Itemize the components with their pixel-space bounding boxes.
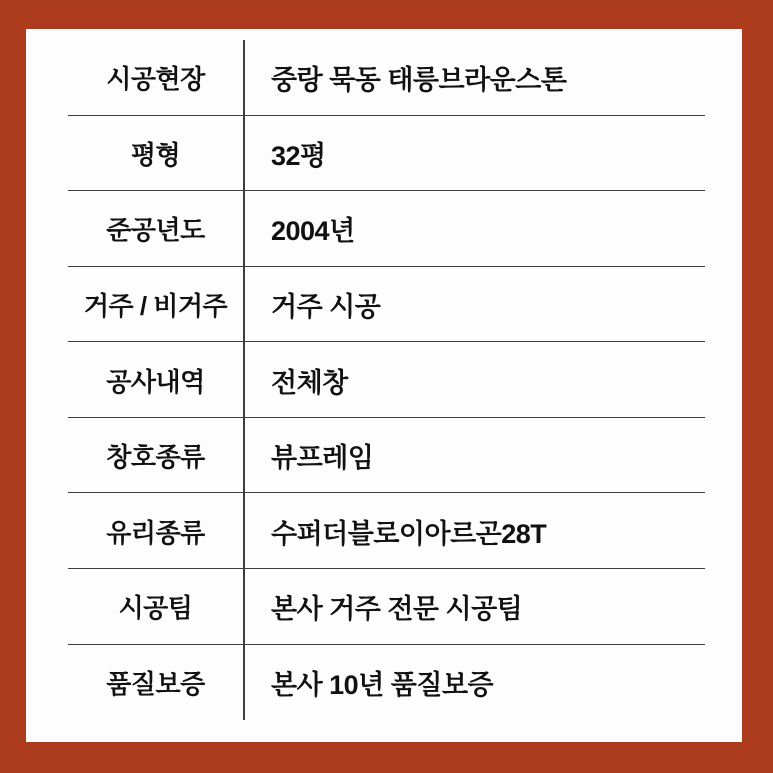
row-label-site: 시공현장 xyxy=(106,64,205,95)
row-value-glass-type: 수퍼더블로이아르곤28T xyxy=(271,518,547,549)
table-row-glass-type xyxy=(26,493,742,569)
row-label-completion-year: 준공년도 xyxy=(106,215,205,246)
table-row-completion-year xyxy=(26,191,742,267)
row-label-occupancy: 거주 / 비거주 xyxy=(83,290,228,321)
row-label-warranty: 품질보증 xyxy=(106,668,205,699)
row-value-work-scope: 전체창 xyxy=(271,367,348,398)
table-row-work-scope xyxy=(26,342,742,418)
row-label-window-type: 창호종류 xyxy=(106,442,205,473)
table-row-window-type xyxy=(26,418,742,494)
row-value-warranty: 본사 10년 품질보증 xyxy=(271,669,494,700)
table-row-occupancy xyxy=(26,267,742,343)
row-label-crew: 시공팀 xyxy=(118,593,193,624)
table-row-crew xyxy=(26,569,742,645)
row-value-completion-year: 2004년 xyxy=(271,216,355,247)
table-row-site xyxy=(26,40,742,116)
spec-table xyxy=(26,40,742,720)
row-label-glass-type: 유리종류 xyxy=(106,517,205,548)
table-row-warranty xyxy=(26,645,742,721)
row-label-work-scope: 공사내역 xyxy=(106,366,205,397)
row-value-crew: 본사 거주 전문 시공팀 xyxy=(271,594,523,625)
row-label-size: 평형 xyxy=(130,139,181,170)
row-value-site: 중랑 묵동 태릉브라운스톤 xyxy=(271,65,567,96)
column-divider xyxy=(243,40,245,720)
row-value-size: 32평 xyxy=(271,140,326,171)
row-value-occupancy: 거주 시공 xyxy=(271,291,381,322)
row-value-window-type: 뷰프레임 xyxy=(271,443,374,474)
table-row-size xyxy=(26,116,742,192)
spec-panel xyxy=(26,29,742,742)
